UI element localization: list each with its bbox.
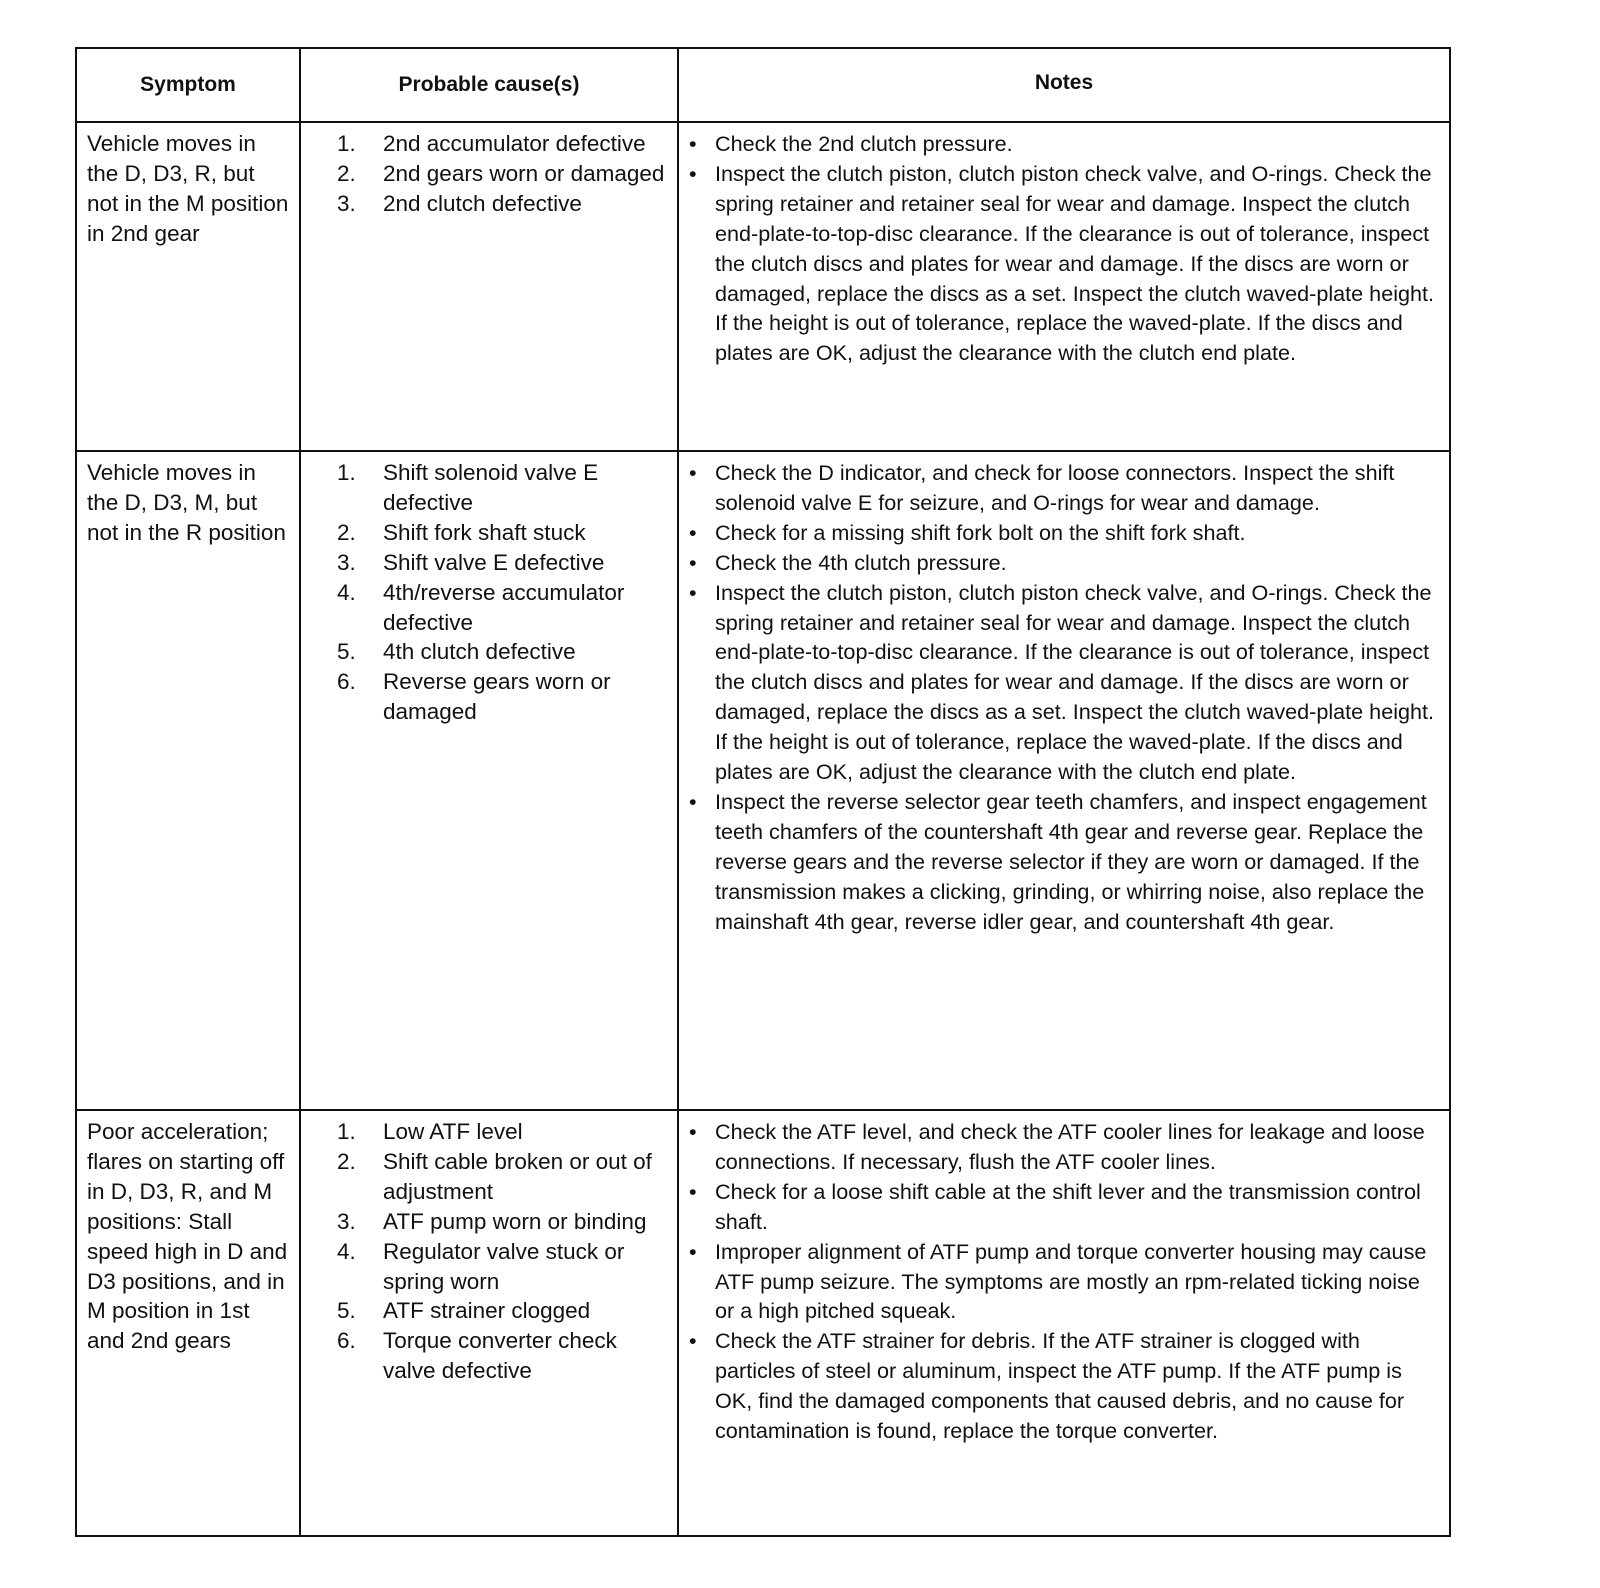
cause-number: 2.: [337, 519, 356, 545]
bullet-icon: •: [689, 460, 697, 485]
note-item: [689, 518, 1441, 548]
bullet-icon: •: [689, 1328, 697, 1354]
note-text: Check for a missing shift fork bolt on the shift fork shaft.: [715, 519, 1246, 545]
causes-list: [337, 1117, 671, 1386]
cause-item: [337, 1207, 671, 1237]
cause-text: Shift solenoid valve E defective: [383, 460, 599, 515]
note-item: [689, 129, 1441, 159]
table-header-row: [77, 49, 1449, 123]
cause-text: Low ATF level: [383, 1119, 523, 1144]
cause-item: [337, 129, 671, 159]
cause-text: ATF pump worn or binding: [383, 1208, 647, 1234]
cause-text: Reverse gears worn or damaged: [383, 669, 611, 725]
note-text: Inspect the reverse selector gear teeth chamfers, and inspect engagement teeth chamfers of the countershaft 4th gear and reverse gear. Replace the reverse gears and the reverse selector if they are worn or damaged. If the transmission makes a clicking, grinding, or whirring noise, also replace the mainshaft 4th gear, reverse idler gear, and countershaft 4th gear.: [715, 788, 1427, 934]
table-row: [77, 123, 1449, 452]
table-row: [77, 452, 1449, 1111]
note-text: Check the D indicator, and check for loose connectors. Inspect the shift solenoid valve E for seizure, and O-rings for wear and damage.: [715, 460, 1395, 515]
cause-text: 2nd clutch defective: [383, 190, 582, 216]
cause-item: [337, 458, 671, 518]
cause-item: [337, 1296, 671, 1326]
cause-text: Shift cable broken or out of adjustment: [383, 1148, 652, 1204]
cause-item: [337, 518, 671, 548]
note-item: [689, 458, 1441, 518]
symptom-text: Vehicle moves in the D, D3, M, but not in the R position: [87, 460, 286, 545]
symptom-text: Poor acceleration; flares on starting off in D, D3, R, and M positions: Stall speed high in D and D3 positions, and in M position in 1st and 2nd gears: [87, 1119, 288, 1354]
symptom-cell: [77, 452, 301, 1109]
note-text: Check the ATF level, and check the ATF cooler lines for leakage and loose connections. If necessary, flush the ATF cooler lines.: [715, 1119, 1425, 1174]
bullet-icon: •: [689, 1178, 697, 1204]
cause-item: [337, 578, 671, 638]
notes-list: [689, 129, 1441, 368]
cause-item: [337, 1326, 671, 1386]
cause-item: [337, 637, 671, 667]
note-text: Check for a loose shift cable at the shift lever and the transmission control shaft.: [715, 1178, 1421, 1234]
cause-number: 3.: [337, 1208, 356, 1234]
cause-number: 1.: [337, 460, 356, 485]
bullet-icon: •: [689, 519, 697, 545]
note-text: Check the ATF strainer for debris. If the ATF strainer is clogged with particles of steel or aluminum, inspect the ATF pump. If the ATF pump is OK, find the damaged components that caused debris, and no cause for contamination is found, replace the torque converter.: [715, 1328, 1405, 1444]
cause-number: 5.: [337, 639, 356, 665]
cause-text: 2nd gears worn or damaged: [383, 160, 665, 186]
cause-item: [337, 667, 671, 727]
cause-number: 2.: [337, 160, 356, 186]
causes-cell: [301, 1111, 679, 1535]
note-item: [689, 159, 1441, 368]
note-item: [689, 787, 1441, 937]
bullet-icon: •: [689, 160, 697, 186]
table-row: [77, 1111, 1449, 1535]
symptom-cell: [77, 1111, 301, 1535]
causes-list: [337, 458, 671, 727]
cause-text: 4th clutch defective: [383, 639, 576, 665]
cause-item: [337, 1147, 671, 1207]
cause-number: 5.: [337, 1298, 356, 1324]
cause-text: Shift fork shaft stuck: [383, 519, 586, 545]
causes-list: [337, 129, 671, 219]
note-text: Inspect the clutch piston, clutch piston check valve, and O-rings. Check the spring retainer and retainer seal for wear and damage. Inspect the clutch end-plate-to-top-disc clearance. If the clearance is out of tolerance, inspect the clutch discs and plates for wear and damage. If the discs are worn or damaged, replace the discs as a set. Inspect the clutch waved-plate height. If the height is out of tolerance, replace the waved-plate. If the discs and plates are OK, adjust the clearance with the clutch end plate.: [715, 579, 1435, 785]
cause-number: 1.: [337, 1119, 356, 1144]
symptom-text: Vehicle moves in the D, D3, R, but not in the M position in 2nd gear: [87, 131, 289, 246]
notes-list: [689, 458, 1441, 937]
cause-text: 4th/reverse accumulator defective: [383, 579, 625, 635]
cause-number: 4.: [337, 579, 356, 605]
troubleshooting-table: [75, 47, 1451, 1537]
note-item: [689, 1237, 1441, 1327]
cause-number: 3.: [337, 549, 356, 575]
note-item: [689, 578, 1441, 787]
causes-cell: [301, 123, 679, 450]
note-text: Check the 2nd clutch pressure.: [715, 131, 1013, 156]
notes-cell: [679, 452, 1449, 1109]
cause-number: 6.: [337, 1328, 356, 1354]
note-text: Inspect the clutch piston, clutch piston check valve, and O-rings. Check the spring retainer and retainer seal for wear and damage. Inspect the clutch end-plate-to-top-disc clearance. If the clearance is out of tolerance, inspect the clutch discs and plates for wear and damage. If the discs are worn or damaged, replace the discs as a set. Inspect the clutch waved-plate height. If the height is out of tolerance, replace the waved-plate. If the discs and plates are OK, adjust the clearance with the clutch end plate.: [715, 160, 1435, 366]
bullet-icon: •: [689, 549, 697, 575]
cause-number: 1.: [337, 131, 356, 156]
header-symptom: Symptom: [77, 49, 301, 121]
cause-number: 3.: [337, 190, 356, 216]
causes-cell: [301, 452, 679, 1109]
bullet-icon: •: [689, 788, 697, 814]
cause-number: 6.: [337, 669, 356, 695]
notes-list: [689, 1117, 1441, 1446]
cause-text: Torque converter check valve defective: [383, 1328, 617, 1384]
cause-item: [337, 159, 671, 189]
cause-item: [337, 1117, 671, 1147]
bullet-icon: •: [689, 131, 697, 156]
note-item: [689, 548, 1441, 578]
symptom-cell: [77, 123, 301, 450]
bullet-icon: •: [689, 1238, 697, 1264]
cause-item: [337, 548, 671, 578]
note-item: [689, 1177, 1441, 1237]
cause-item: [337, 1237, 671, 1297]
note-text: Improper alignment of ATF pump and torque converter housing may cause ATF pump seizure. The symptoms are mostly an rpm-related ticking noise or a high pitched squeak.: [715, 1238, 1427, 1324]
cause-text: Shift valve E defective: [383, 549, 605, 575]
header-probable-causes: Probable cause(s): [301, 49, 679, 121]
header-notes: Notes: [1034, 71, 1094, 95]
cause-text: Regulator valve stuck or spring worn: [383, 1238, 625, 1294]
note-item: [689, 1326, 1441, 1446]
notes-cell: [679, 1111, 1449, 1535]
note-item: [689, 1117, 1441, 1177]
bullet-icon: •: [689, 1119, 697, 1144]
cause-number: 2.: [337, 1148, 356, 1174]
cause-text: ATF strainer clogged: [383, 1298, 591, 1324]
cause-item: [337, 189, 671, 219]
cause-text: 2nd accumulator defective: [383, 131, 646, 156]
notes-cell: [679, 123, 1449, 450]
note-text: Check the 4th clutch pressure.: [715, 549, 1007, 575]
bullet-icon: •: [689, 579, 697, 605]
cause-number: 4.: [337, 1238, 356, 1264]
